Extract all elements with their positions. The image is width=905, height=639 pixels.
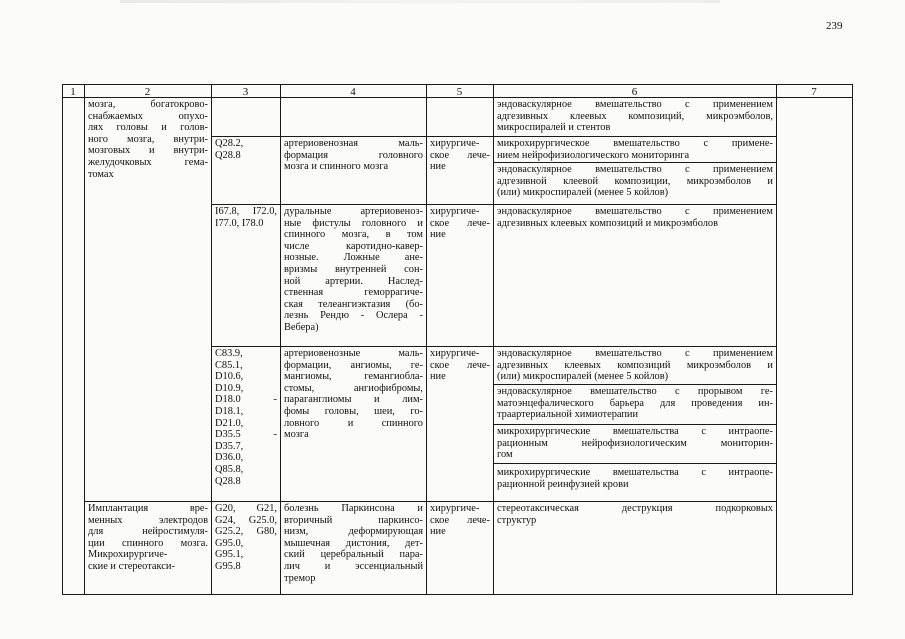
cell-line: G24, G25.0,: [215, 514, 277, 526]
cell-line: адгезивных клеевых композиций, микроэмболов,: [497, 110, 773, 122]
cell-line: вторичный паркинсо-: [284, 514, 423, 526]
cell-line: для нейростимуля-: [88, 526, 208, 538]
cell-treatment-row5: [428, 503, 492, 543]
cell-line: нием нейрофизиологического мониторинга: [497, 149, 690, 161]
cell-line: мышечная дистония, дет-: [284, 537, 423, 549]
cell-line: Q28.2,: [215, 138, 244, 149]
cell-icd-row2: [213, 138, 279, 168]
cell-line: D35.7,: [215, 440, 244, 452]
header-col-4: 4: [350, 86, 356, 98]
cell-line: ственная геморрагиче-: [284, 287, 423, 299]
cell-treatment-row3: [428, 206, 492, 246]
cell-line: артериовенозные маль-: [284, 348, 423, 359]
cell-method-row5: [495, 503, 775, 533]
cell-treatment-row4: [428, 348, 492, 388]
header-col-3: 3: [242, 86, 249, 98]
cell-line: тремор: [284, 572, 316, 584]
header-col-6: 6: [631, 86, 638, 98]
cell-line: D10.6,: [215, 371, 244, 383]
cell-line: менных электродов: [88, 514, 208, 526]
cell-method-row4a: [495, 348, 775, 384]
cell-line: снабжаемых опухо-: [88, 110, 208, 122]
cell-method-row2b: [495, 164, 775, 204]
cell-line: эндоваскулярное вмешательство с прорывом ге-: [497, 386, 773, 397]
cell-line: (или) микроспиралей (менее 5 койлов): [497, 371, 669, 383]
cell-method-row2a: [495, 138, 775, 162]
cell-diagnosis-row5: [86, 503, 210, 594]
cell-line: адгезивной клеевой композиции, микроэмболов и: [497, 175, 773, 187]
cell-line: стомы, ангиофибромы,: [284, 382, 423, 394]
cell-line: ние: [430, 161, 446, 173]
cell-line: адгезивных клеевых композиций микроэмболов и: [497, 359, 773, 371]
cell-line: адгезивных клеевых композиций и микроэмболов: [497, 217, 719, 229]
cell-line: микрохирургическое вмешательство с примене-: [497, 138, 773, 149]
cell-line: нозные. Ложные ане-: [284, 252, 423, 264]
cell-treatment-row2: [428, 138, 492, 178]
cell-line: ловного и спинного: [284, 417, 423, 429]
cell-line: D21.0,: [215, 417, 244, 429]
cell-line: эндоваскулярное вмешательство с применением: [497, 164, 773, 175]
cell-line: формации, ангиомы, ге-: [284, 359, 423, 371]
cell-line: Микрохирургиче-: [88, 549, 168, 561]
cell-line: микрохирургические вмешательства с интраопе-: [497, 426, 773, 437]
cell-line: Q28.8: [215, 475, 241, 487]
cell-line: D18.0 -: [215, 394, 277, 406]
cell-line: ние: [430, 526, 446, 538]
cell-method-row1: [495, 99, 775, 136]
cell-line: D18.1,: [215, 405, 244, 417]
cell-line: вризмы внутренней сон-: [284, 263, 423, 275]
cell-diagnosis-continued: [86, 99, 210, 189]
cell-line: формация головного: [284, 149, 423, 161]
cell-line: ское лече-: [430, 514, 490, 526]
cell-line: лич и эссенциальный: [284, 560, 423, 572]
cell-line: ции спинного мозга.: [88, 537, 208, 549]
cell-line: G95.0,: [215, 537, 244, 549]
cell-line: Имплантация вре-: [88, 503, 208, 514]
cell-line: Q85.8,: [215, 463, 244, 475]
cell-line: томах: [88, 168, 114, 180]
cell-line: ское лече-: [430, 149, 490, 161]
cell-line: эндоваскулярное вмешательство с применением: [497, 206, 773, 217]
cell-line: траартериальной химиотерапии: [497, 409, 639, 421]
cell-icd-row4: [213, 348, 279, 501]
cell-method-row3: [495, 206, 775, 232]
cell-line: микроспиралей и стентов: [497, 122, 611, 134]
cell-line: C83.9,: [215, 348, 243, 359]
header-col-2: 2: [144, 86, 151, 98]
cell-line: Q28.8: [215, 149, 241, 161]
cell-line: числе каротидно-кавер-: [284, 240, 423, 252]
header-col-5: 5: [456, 86, 463, 98]
cell-line: (или) микроспиралей (менее 5 койлов): [497, 187, 669, 199]
cell-method-row4b: [495, 386, 775, 424]
cell-line: хирургиче-: [430, 206, 480, 217]
cell-model-row4: [282, 348, 425, 448]
cell-line: параганглиомы и лим-: [284, 394, 423, 406]
cell-line: G25.2, G80,: [215, 526, 277, 538]
cell-line: G95.1,: [215, 549, 244, 561]
cell-line: D36.0,: [215, 452, 244, 464]
cell-method-row4c: [495, 426, 775, 463]
cell-line: ние: [430, 229, 446, 241]
cell-line: ного мозга, внутри-: [88, 133, 208, 145]
cell-model-row2: [282, 138, 425, 178]
cell-line: мозговых и внутри-: [88, 145, 208, 157]
cell-line: G95.8: [215, 560, 241, 572]
cell-line: хирургиче-: [430, 348, 480, 359]
header-col-7: 7: [811, 86, 817, 98]
cell-line: D35.5 -: [215, 429, 277, 441]
header-col-1: 1: [70, 86, 76, 98]
cell-line: болезнь Паркинсона и: [284, 503, 423, 514]
cell-line: I77.0, I78.0: [215, 217, 264, 229]
cell-icd-row3: [213, 206, 279, 236]
cell-line: D10.9,: [215, 382, 244, 394]
cell-line: спинного мозга, в том: [284, 229, 423, 241]
cell-line: лях головы и голов-: [88, 122, 208, 134]
cell-line: матоэнцефалического барьера для проведения ин-: [497, 397, 773, 409]
cell-line: C85.1,: [215, 359, 243, 371]
cell-line: G20, G21,: [215, 503, 277, 514]
cell-line: ский церебральный пара-: [284, 549, 423, 561]
cell-line: артериовенозная маль-: [284, 138, 423, 149]
cell-method-row4d: [495, 467, 775, 497]
cell-line: ское лече-: [430, 217, 490, 229]
cell-line: гом: [497, 449, 513, 461]
cell-line: хирургиче-: [430, 138, 480, 149]
cell-icd-row5: [213, 503, 279, 594]
cell-line: ская телеангиэктазия (бо-: [284, 298, 423, 310]
cell-model-row5: [282, 503, 425, 594]
cell-line: Вебера): [284, 321, 319, 333]
cell-line: ной артерии. Наслед-: [284, 275, 423, 287]
cell-line: мозга и спинного мозга: [284, 161, 389, 173]
cell-line: мозга: [284, 429, 309, 441]
cell-line: ные фистулы головного и: [284, 217, 423, 229]
cell-line: дуральные артериовеноз-: [284, 206, 423, 217]
cell-line: фомы головы, шеи, го-: [284, 405, 423, 417]
cell-model-row3: [282, 206, 425, 346]
cell-line: ние: [430, 371, 446, 383]
cell-line: хирургиче-: [430, 503, 480, 514]
cell-line: лезнь Рендю - Ослера -: [284, 310, 423, 322]
cell-line: эндоваскулярное вмешательство с применением: [497, 348, 773, 359]
cell-line: ское лече-: [430, 359, 490, 371]
cell-line: рационным нейрофизиологическим мониторин-: [497, 437, 773, 449]
cell-line: желудочковых гема-: [88, 156, 208, 168]
cell-line: ские и стереотакси-: [88, 560, 175, 572]
cell-line: микрохирургические вмешательства с интраопе-: [497, 467, 773, 478]
cell-line: стереотаксическая деструкция подкорковых: [497, 503, 773, 514]
cell-line: структур: [497, 514, 537, 526]
cell-line: низм, деформирующая: [284, 526, 423, 538]
page-number: 239: [826, 20, 843, 32]
cell-line: рационной реинфузией крови: [497, 478, 629, 490]
cell-line: мозга, богатокрово-: [88, 99, 208, 110]
cell-line: эндоваскулярное вмешательство с применением: [497, 99, 773, 110]
cell-line: I67.8, I72.0,: [215, 206, 277, 217]
cell-line: мангиомы, гемангиобла-: [284, 371, 423, 383]
